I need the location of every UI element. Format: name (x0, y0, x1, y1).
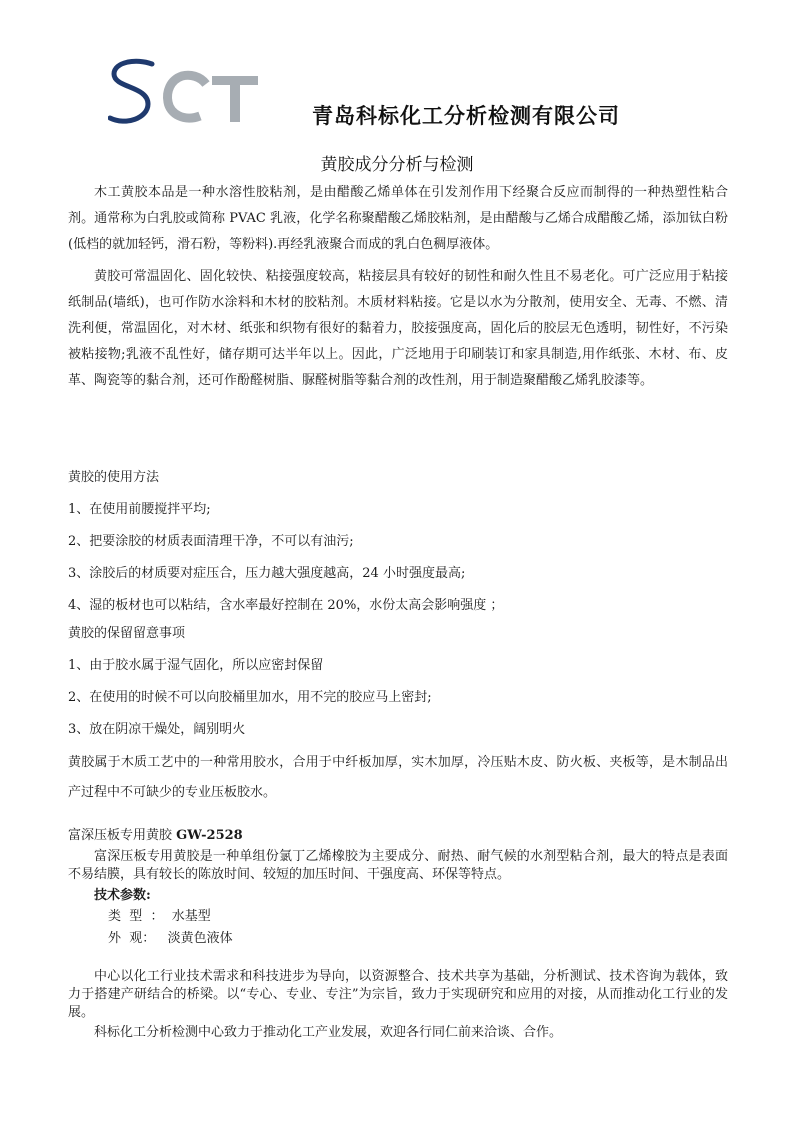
storage-item: 2、在使用的时候不可以向胶桶里加水，用不完的胶应马上密封; (68, 690, 432, 705)
storage-item: 3、放在阴凉干燥处，阔别明火 (68, 722, 246, 737)
param-type: 类 型 ： 水基型 (108, 909, 211, 924)
usage-heading: 黄胶的使用方法 (68, 470, 160, 485)
logo-letter-t-stem (230, 76, 240, 122)
storage-item: 1、由于胶水属于湿气固化，所以应密封保留 (68, 658, 324, 673)
company-name: 青岛科标化工分析检测有限公司 (312, 104, 620, 128)
product-description: 富深压板专用黄胶是一种单组份氯丁乙烯橡胶为主要成分、耐热、耐气候的水剂型粘合剂，最大的特点是表面不易结膜，具有较长的陈放时间、较短的加压时间、干强度高、环保等特点。 (68, 849, 728, 882)
storage-heading: 黄胶的保留留意事项 (68, 626, 186, 641)
sct-logo (108, 56, 288, 132)
closing-paragraph-1: 中心以化工行业技术需求和科技进步为导向，以资源整合、技术共享为基础，分析测试、技术咨询为载体，致力于搭建产研结合的桥梁。以“专心、专业、专注”为宗旨，致力于实现研究和应用的对接，从而推动化工行业的发展。 (68, 969, 728, 1020)
intro-paragraph-1: 木工黄胶本品是一种水溶性胶粘剂，是由醋酸乙烯单体在引发剂作用下经聚合反应而制得的一种热塑性粘合剂。通常称为白乳胶或简称 PVAC 乳液，化学名称聚醋酸乙烯胶粘剂，是由醋酸与乙烯合成醋酸乙烯，添加钛白粉(低档的就加轻钙，滑石粉，等粉料).再经乳液聚合而成的乳白色稠厚液体。 (68, 185, 728, 252)
page-header (0, 0, 794, 140)
intro-paragraph-2: 黄胶可常温固化、固化较快、粘接强度较高，粘接层具有较好的韧性和耐久性且不易老化。可广泛应用于粘接纸制品(墙纸)，也可作防水涂料和木材的胶粘剂。木质材料粘接。它是以水为分散剂，使用安全、无毒、不燃、清洗利便，常温固化，对木材、纸张和织物有很好的黏着力，胶接强度高，固化后的胶层无色透明，韧性好，不污染被粘接物;乳液不乱性好，储存期可达半年以上。因此，广泛地用于印刷装订和家具制造,用作纸张、木材、布、皮革、陶瓷等的黏合剂，还可作酚醛树脂、脲醛树脂等黏合剂的改性剂，用于制造聚醋酸乙烯乳胶漆等。 (68, 269, 728, 388)
usage-section (68, 462, 728, 622)
logo-letter-s (110, 61, 152, 121)
param-appearance: 外 观： 淡黄色液体 (108, 931, 233, 946)
logo-letter-c (168, 75, 206, 118)
closing-paragraph-2: 科标化工分析检测中心致力于推动化工产业发展，欢迎各行同仁前来洽谈、合作。 (94, 1025, 563, 1040)
usage-item: 4、湿的板材也可以粘结，含水率最好控制在 20%，水份太高会影响强度 ； (68, 598, 504, 613)
closing-section (68, 968, 728, 1042)
product-model: GW-2528 (176, 828, 243, 843)
intro-section (68, 180, 728, 394)
product-section (68, 826, 728, 950)
usage-item: 3、涂胶后的材质要对症压合，压力越大强度越高，24 小时强度最高; (68, 566, 466, 581)
product-title (68, 826, 728, 846)
params-label: 技术参数: (94, 888, 151, 903)
storage-section (68, 618, 728, 808)
storage-note: 黄胶属于木质工艺中的一种常用胶水，合用于中纤板加厚，实木加厚，冷压贴木皮、防火板、夹板等，是木制品出产过程中不可缺少的专业压板胶水。 (68, 755, 728, 800)
usage-item: 2、把要涂胶的材质表面清理干净，不可以有油污; (68, 534, 354, 549)
product-title-prefix: 富深压板专用黄胶 (68, 828, 177, 843)
usage-item: 1、在使用前腰搅拌平均; (68, 502, 211, 517)
document-title: 黄胶成分分析与检测 (320, 155, 474, 175)
